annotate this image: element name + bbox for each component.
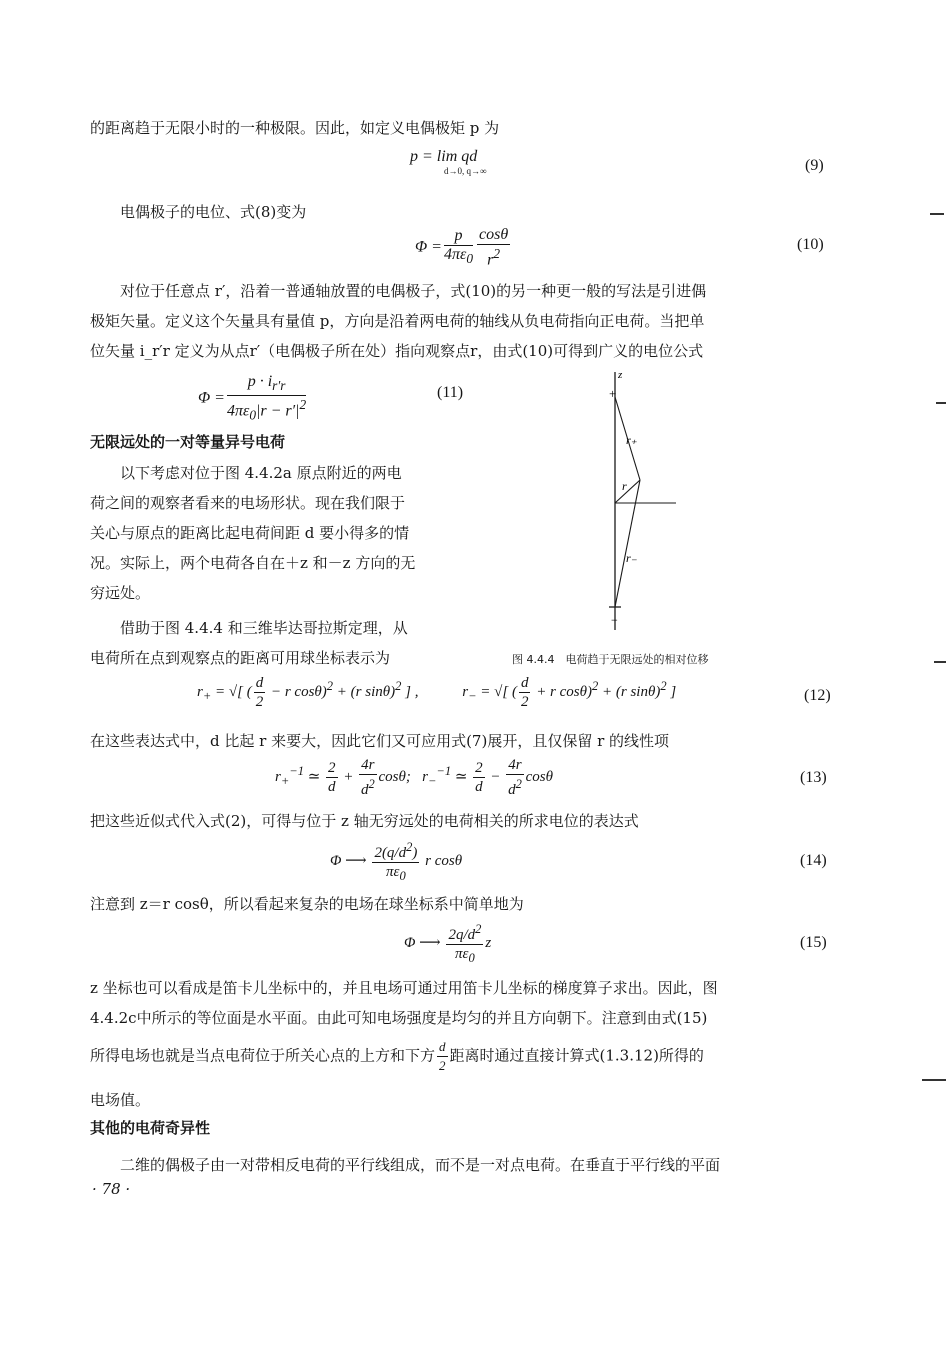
text-line: 二维的偶极子由一对带相反电荷的平行线组成，而不是一对点电荷。在垂直于平行线的平面 [120, 1156, 721, 1174]
text-line: 4.4.2c中所示的等位面是水平面。由此可知电场强度是均匀的并且方向朝下。注意到由式(15) [90, 1009, 708, 1027]
figure-label-r-plus: r₊ [626, 433, 638, 447]
text-line: 以下考虑对位于图 4.4.2a 原点附近的两电 [120, 464, 402, 482]
figure-label-z: z [618, 369, 623, 381]
margin-mark [930, 213, 944, 215]
text-line: 关心与原点的距离比起电荷间距 d 要小得多的情 [90, 524, 410, 542]
eq-number-13: (13) [800, 769, 827, 786]
text-line: 的距离趋于无限小时的一种极限。因此，如定义电偶极矩 p 为 [90, 119, 500, 137]
page-number: · 78 · [92, 1180, 131, 1198]
text-span: 所得电场也就是当点电荷位于所关心点的上方和下方 [90, 1046, 436, 1065]
equation-12: $r_+$ = √[ ( $\frac{d}{2}$ − r cosθ)$^2$ + (r sinθ)$^2$ ] , $r_-$ = √[ ( $\frac{d}{2}$ + r cosθ)$^2$ + (r sinθ)$^2$ ] [197, 675, 677, 710]
text-line: 穷远处。 [90, 584, 151, 602]
text-line: 借助于图 4.4.4 和三维毕达哥拉斯定理，从 [120, 619, 408, 637]
text-line: 电荷所在点到观察点的距离可用球坐标表示为 [90, 649, 391, 667]
equation-15: Φ ⟶ $\frac{2q/d^2}{\pi\varepsilon_0}$ z [404, 922, 492, 965]
figure-label-r-minus: r₋ [626, 551, 638, 565]
text-line: 所得电场也就是当点电荷位于所关心点的上方和下方 $\frac{d}{2}$ 距离时通过直接计算式(1.3.12)所得的 [90, 1039, 704, 1073]
text-line: 况。实际上，两个电荷各自在＋z 和－z 方向的无 [90, 554, 416, 572]
text-line: 电偶极子的电位、式(8)变为 [120, 203, 307, 221]
text-span: 距离时通过直接计算式(1.3.12)所得的 [449, 1046, 704, 1065]
equation-10: Φ = $\frac{p}{4\pi\varepsilon_0}$ $\frac{\cos\theta}{r^2}$ [415, 226, 509, 269]
equation-9 [410, 148, 486, 176]
text-line: 注意到 z＝r cosθ，所以看起来复杂的电场在球坐标系中简单地为 [90, 895, 524, 913]
margin-mark [936, 402, 946, 404]
eq9-expression: p = lim qd [410, 148, 478, 165]
section-heading: 其他的电荷奇异性 [90, 1119, 211, 1137]
text-line: 在这些表达式中，d 比起 r 来要大，因此它们又可应用式(7)展开，且仅保留 r 的线性项 [90, 732, 670, 750]
text-line: 荷之间的观察者看来的电场形状。现在我们限于 [90, 494, 406, 512]
eq9-limit-sub: d→0, q→∞ [444, 166, 487, 176]
figure-caption: 图 4.4.4 电荷趋于无限远处的相对位移 [512, 653, 709, 666]
equation-11: Φ = $\frac{p \cdot i_{r'r}}{4\pi\varepsilon_0|r - r'|^2}$ [198, 373, 307, 423]
margin-mark [922, 1079, 946, 1081]
eq-number-14: (14) [800, 852, 827, 869]
figure-label-minus: − [611, 613, 618, 627]
text-line: 把这些近似式代入式(2)，可得与位于 z 轴无穷远处的电荷相关的所求电位的表达式 [90, 812, 639, 830]
section-heading: 无限远处的一对等量异号电荷 [90, 433, 286, 451]
equation-13: $r_+^{-1}$ ≃ $\frac{2}{d}$ + $\frac{4r}{d^2}$ cosθ; $r_-^{-1}$ ≃ $\frac{2}{d}$ − $\frac{4r}{d^2}$ cosθ [275, 757, 554, 798]
text-line: z 坐标也可以看成是笛卡儿坐标中的，并且电场可通过用笛卡儿坐标的梯度算子求出。因此，图 [90, 979, 718, 997]
eq-number-15: (15) [800, 934, 827, 951]
figure-4-4-4 [560, 362, 700, 642]
text-line: 位矢量 i_r′r 定义为从点r′（电偶极子所在处）指向观察点r，由式(10)可得到广义的电位公式 [90, 342, 704, 360]
eq-number-12: (12) [804, 687, 831, 704]
eq-number-10: (10) [797, 236, 824, 253]
equation-14: Φ ⟶ $\frac{2(q/d^2)}{\pi\varepsilon_0}$ r cosθ [330, 840, 463, 883]
figure-label-r: r [622, 479, 627, 493]
text-line: 对位于任意点 r′，沿着一普通轴放置的电偶极子，式(10)的另一种更一般的写法是引进偶 [120, 282, 707, 300]
margin-mark [934, 661, 946, 663]
eq-number-9: (9) [805, 157, 824, 174]
text-line: 电场值。 [90, 1091, 151, 1109]
text-line: 极矩矢量。定义这个矢量具有量值 p，方向是沿着两电荷的轴线从负电荷指向正电荷。当把单 [90, 312, 705, 330]
figure-label-plus: + [609, 386, 617, 401]
eq-number-11: (11) [437, 384, 464, 401]
